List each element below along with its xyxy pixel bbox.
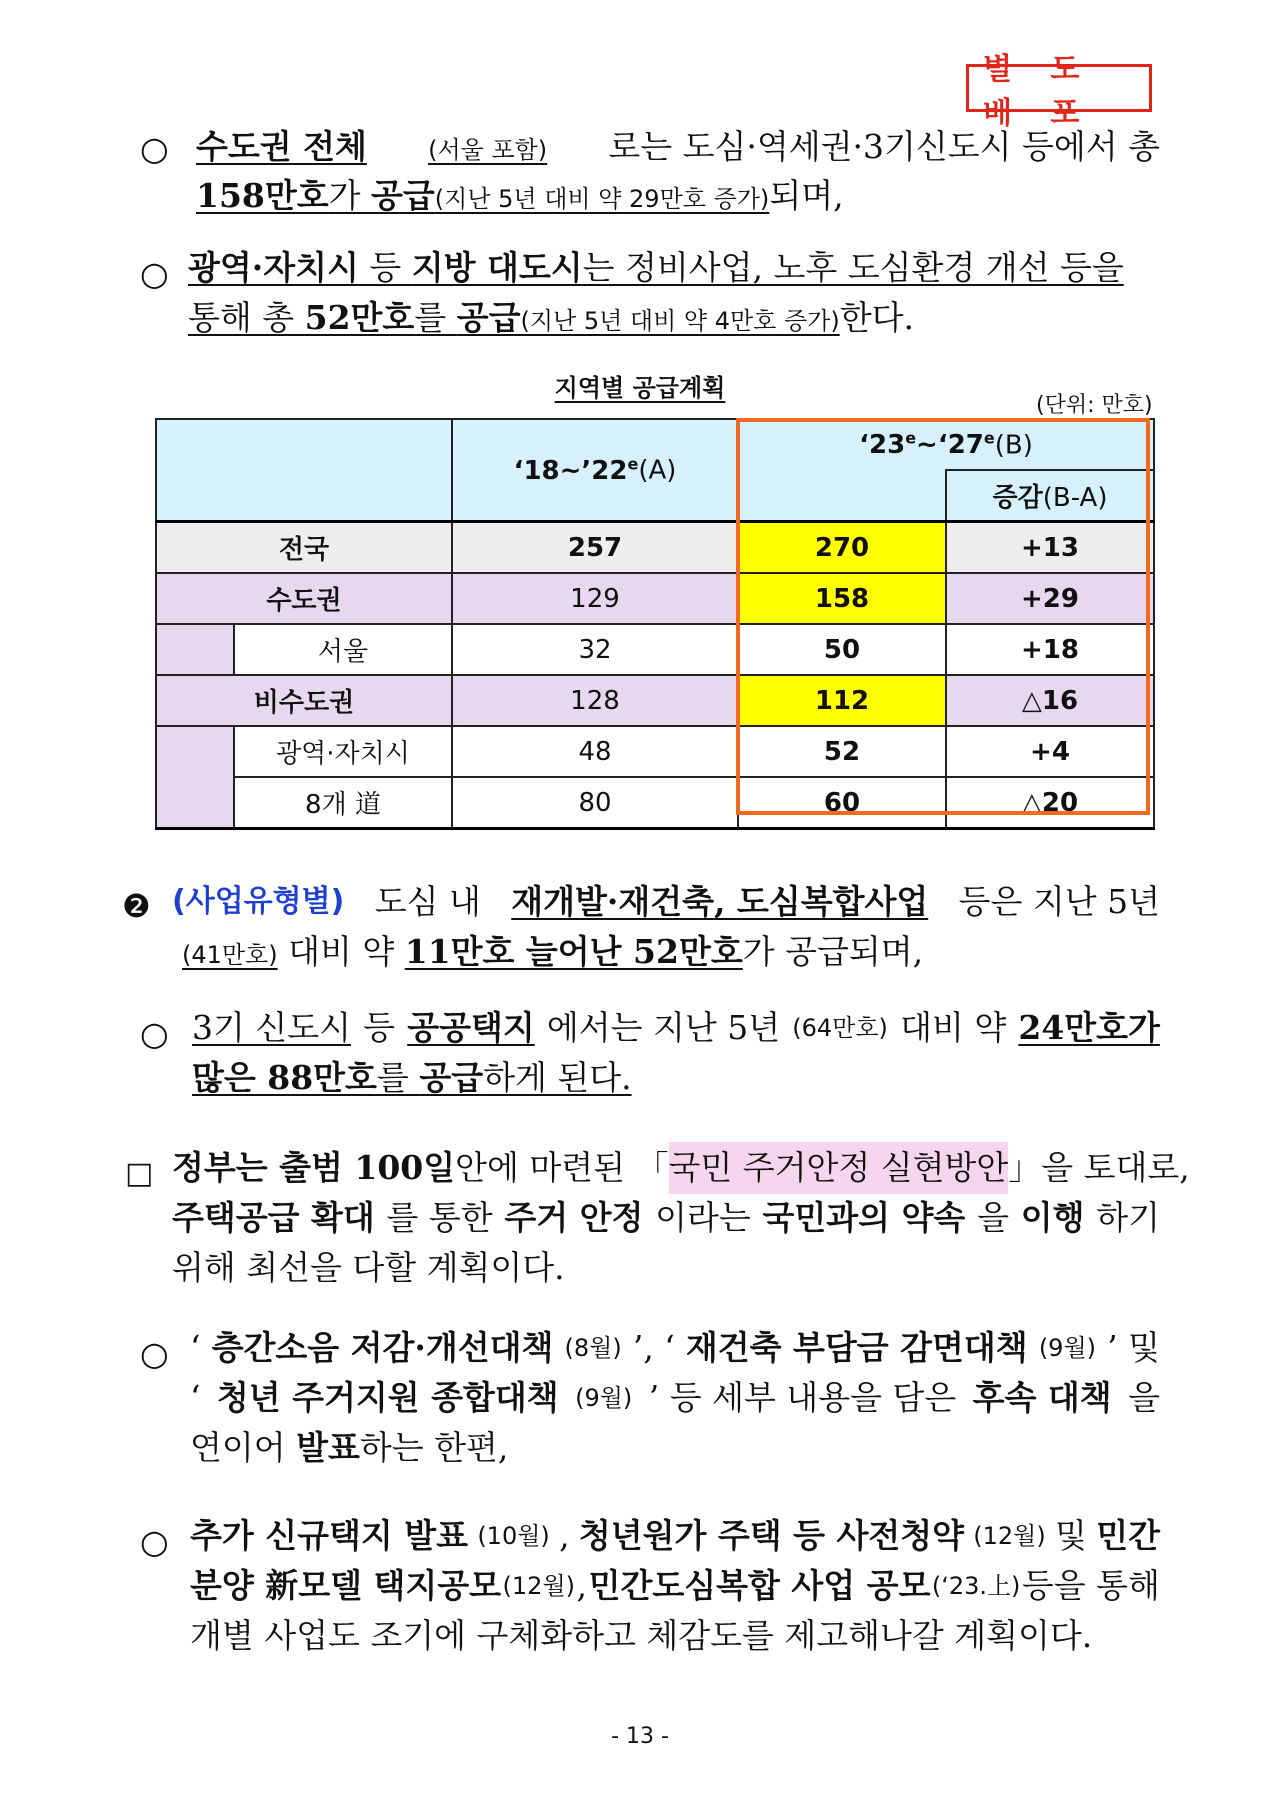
page-number: - 13 - bbox=[611, 1724, 669, 1749]
header-empty bbox=[156, 419, 452, 522]
p4-line2: 많은 88만호를 공급하게 된다. bbox=[192, 1058, 632, 1097]
p6-line3: 연이어 발표하는 한편, bbox=[190, 1428, 509, 1467]
table-row: 8개 道 80 60 △20 bbox=[156, 777, 1154, 829]
p5-line2: 주택공급 확대 를 통한 주거 안정 이라는 국민과의 약속 을 이행 하기 bbox=[172, 1198, 1160, 1237]
bullet-circle: ○ bbox=[140, 1014, 169, 1053]
p2-line1: 광역·자치시 등 지방 대도시는 정비사업, 노후 도심환경 개선 등을 bbox=[188, 248, 1124, 287]
regional-supply-table bbox=[155, 418, 1155, 830]
table-title: 지역별 공급계획 bbox=[554, 374, 726, 402]
header-next-blank bbox=[738, 470, 946, 522]
p1-line1: 수도권 전체 (서울 포함) 로는 도심·역세권·3기신도시 등에서 총 bbox=[196, 127, 1160, 166]
bullet-circled-two: ❷ bbox=[122, 887, 151, 925]
p3-line2: (41만호) 대비 약 11만호 늘어난 52만호가 공급되며, bbox=[182, 932, 924, 971]
header-next-period: ‘23e~‘27e(B) bbox=[738, 419, 1154, 470]
p7-line3: 개별 사업도 조기에 구체화하고 체감도를 제고해나갈 계획이다. bbox=[190, 1616, 1093, 1655]
table-row: 수도권 129 158 +29 bbox=[156, 573, 1154, 624]
p5-line3: 위해 최선을 다할 계획이다. bbox=[172, 1248, 565, 1287]
table-row: 서울 32 50 +18 bbox=[156, 624, 1154, 675]
table-row: 전국 257 270 +13 bbox=[156, 522, 1154, 574]
bullet-circle: ○ bbox=[140, 1334, 169, 1373]
table-row: 비수도권 128 112 △16 bbox=[156, 675, 1154, 726]
header-diff: 증감(B-A) bbox=[946, 470, 1154, 522]
header-prev-period: ‘18~’22e(A) bbox=[452, 419, 738, 522]
p6-line2: ‘ 청년 주거지원 종합대책 (9월) ’ 등 세부 내용을 담은 후속 대책 을 bbox=[190, 1378, 1160, 1417]
table-row: 광역·자치시 48 52 +4 bbox=[156, 726, 1154, 777]
p3-line1: (사업유형별) 도심 내 재개발·재건축, 도심복합사업 등은 지난 5년 bbox=[172, 882, 1160, 921]
bullet-circle: ○ bbox=[140, 1522, 169, 1561]
bullet-circle: ○ bbox=[140, 129, 169, 168]
p6-line1: ‘ 층간소음 저감·개선대책 (8월) ’, ‘ 재건축 부담금 감면대책 (9월) ’ 및 bbox=[190, 1328, 1160, 1367]
p4-line1: 3기 신도시 등 공공택지 에서는 지난 5년 (64만호) 대비 약 24만호가 bbox=[192, 1008, 1160, 1047]
p7-line2: 분양 新모델 택지공모 (12월) , 민간도심복합 사업 공모 (‘23.上) 등을 통해 bbox=[190, 1566, 1160, 1605]
p7-line1: 추가 신규택지 발표 (10월) , 청년원가 주택 등 사전청약 (12월) 및 민간 bbox=[190, 1516, 1160, 1555]
bullet-square: □ bbox=[125, 1156, 154, 1191]
p1-line2: 158만호가 공급(지난 5년 대비 약 29만호 증가)되며, bbox=[196, 176, 844, 215]
bullet-circle: ○ bbox=[140, 254, 169, 293]
p5-line1: 정부는 출범 100일 안에 마련된 「 국민 주거안정 실현방안 」을 토대로, bbox=[172, 1142, 1160, 1194]
table-unit: (단위: 만호) bbox=[1036, 393, 1153, 418]
separate-distribution-stamp: 별 도 배 포 bbox=[966, 64, 1152, 112]
p2-line2: 통해 총 52만호를 공급(지난 5년 대비 약 4만호 증가)한다. bbox=[188, 298, 914, 337]
